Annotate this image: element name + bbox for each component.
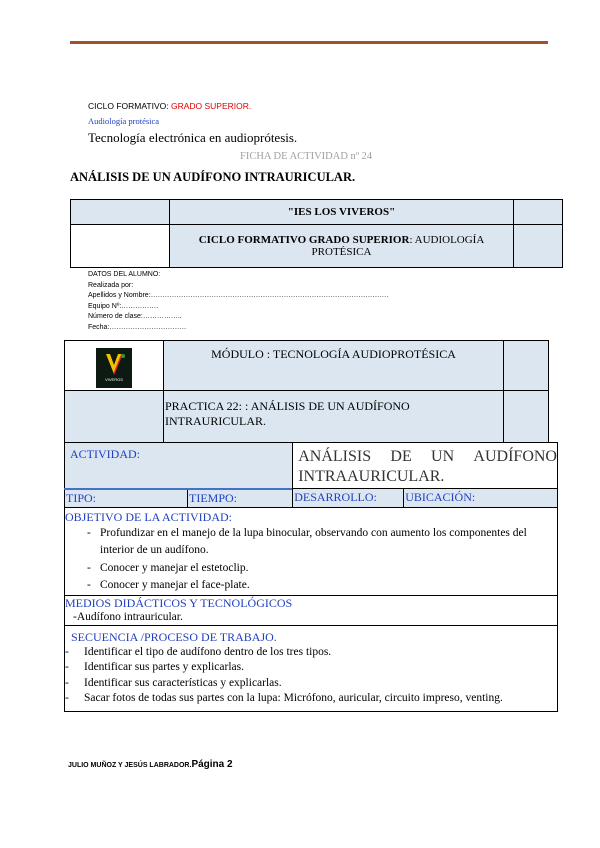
area-line: Audiología protésica bbox=[88, 116, 160, 126]
list-item: - Identificar el tipo de audífono dentro de los tres tipos. bbox=[65, 645, 557, 661]
main-title: ANÁLISIS DE UN AUDÍFONO INTRAURICULAR. bbox=[70, 170, 356, 184]
ciclo-bold: CICLO FORMATIVO GRADO SUPERIOR bbox=[198, 234, 410, 246]
school-name: "IES LOS VIVEROS" bbox=[170, 200, 514, 225]
module-name: MÓDULO : TECNOLOGÍA AUDIOPROTÉSICA bbox=[164, 341, 504, 391]
footer bbox=[68, 759, 233, 770]
desarrollo-label: DESARROLLO: bbox=[293, 489, 404, 508]
module-cell-right bbox=[504, 341, 549, 391]
ficha-label: FICHA DE ACTIVIDAD nº 24 bbox=[240, 151, 373, 162]
apellidos-line: Apellidos y Nombre:………………………………………………………………………………………… bbox=[88, 292, 389, 300]
medios-item: -Audífono intrauricular. bbox=[73, 610, 183, 623]
logo-text: VIVEROS bbox=[105, 377, 123, 382]
ciclo-label: CICLO FORMATIVO: bbox=[88, 101, 171, 111]
list-item: - Sacar fotos de todas sus partes con la lupa: Micrófono, auricular, circuito impreso, venting. bbox=[65, 691, 557, 707]
module-table bbox=[64, 340, 549, 443]
numero-line: Número de clase:…………….. bbox=[88, 313, 182, 321]
ciclo-line bbox=[88, 101, 251, 111]
school-cell-empty bbox=[71, 200, 170, 225]
footer-authors: JULIO MUÑOZ Y JESÚS LABRADOR. bbox=[68, 762, 192, 769]
list-item: - Identificar sus partes y explicarlas. bbox=[65, 660, 557, 676]
practica-cell-empty bbox=[65, 391, 164, 443]
logo-v-icon bbox=[96, 348, 132, 388]
subject-line: Tecnología electrónica en audioprótesis. bbox=[88, 130, 298, 145]
activity-table bbox=[64, 442, 558, 712]
activity-label: ACTIVIDAD: bbox=[70, 447, 140, 461]
activity-title-line2: INTRAAURICULAR. bbox=[298, 468, 445, 485]
student-data-title: DATOS DEL ALUMNO: bbox=[88, 271, 161, 278]
medios-cell bbox=[65, 595, 558, 625]
objetivo-list bbox=[65, 525, 553, 595]
ciclo-cell bbox=[170, 225, 514, 268]
realizada-line: Realizada por: bbox=[88, 281, 134, 289]
ciclo-value: GRADO SUPERIOR. bbox=[170, 101, 252, 111]
secuencia-cell bbox=[65, 625, 558, 711]
list-item: - Conocer y manejar el face-plate. bbox=[65, 577, 553, 595]
list-item: - Identificar sus características y explicarlas. bbox=[65, 676, 557, 692]
practica-cell-right bbox=[504, 391, 549, 443]
activity-title-line1 bbox=[298, 447, 557, 467]
ubicacion-label: UBICACIÓN: bbox=[404, 489, 558, 508]
ciclo-cell-empty bbox=[71, 225, 170, 268]
activity-word-2: DE bbox=[390, 448, 412, 465]
practica-name: PRACTICA 22: : ANÁLISIS DE UN AUDÍFONO INTRAURICULAR. bbox=[164, 391, 504, 443]
secuencia-title: SECUENCIA /PROCESO DE TRABAJO. bbox=[71, 629, 277, 644]
activity-title-cell bbox=[293, 443, 558, 489]
header-rule bbox=[70, 41, 548, 44]
list-item: - Profundizar en el manejo de la lupa binocular, observando con aumento los componentes del interior de un audífono. bbox=[65, 525, 553, 560]
activity-word-1: ANÁLISIS bbox=[298, 448, 372, 465]
medios-title: MEDIOS DIDÁCTICOS Y TECNOLÓGICOS bbox=[65, 595, 293, 610]
activity-word-3: UN bbox=[431, 448, 455, 465]
school-logo bbox=[96, 348, 132, 388]
ciclo-cell-right bbox=[514, 225, 563, 268]
logo-cell bbox=[65, 341, 164, 391]
tiempo-label: TIEMPO: bbox=[188, 489, 293, 508]
list-item: - Conocer y manejar el estetoclip. bbox=[65, 560, 553, 578]
school-cell-right bbox=[514, 200, 563, 225]
fecha-line: Fecha:…………………………… bbox=[88, 323, 187, 331]
student-data bbox=[88, 270, 389, 334]
activity-word-4: AUDÍFONO bbox=[473, 448, 557, 465]
secuencia-list bbox=[65, 645, 557, 707]
objetivo-title: OBJETIVO DE LA ACTIVIDAD: bbox=[65, 509, 232, 524]
school-table bbox=[70, 199, 563, 268]
footer-page: Página 2 bbox=[191, 759, 233, 770]
objetivo-cell bbox=[65, 507, 558, 595]
activity-label-cell bbox=[65, 443, 293, 489]
equipo-line: Equipo Nº:……………. bbox=[88, 302, 159, 310]
tipo-label: TIPO: bbox=[65, 489, 188, 508]
ciclo-rest: : AUDIOLOGÍA PROTÉSICA bbox=[311, 234, 485, 258]
